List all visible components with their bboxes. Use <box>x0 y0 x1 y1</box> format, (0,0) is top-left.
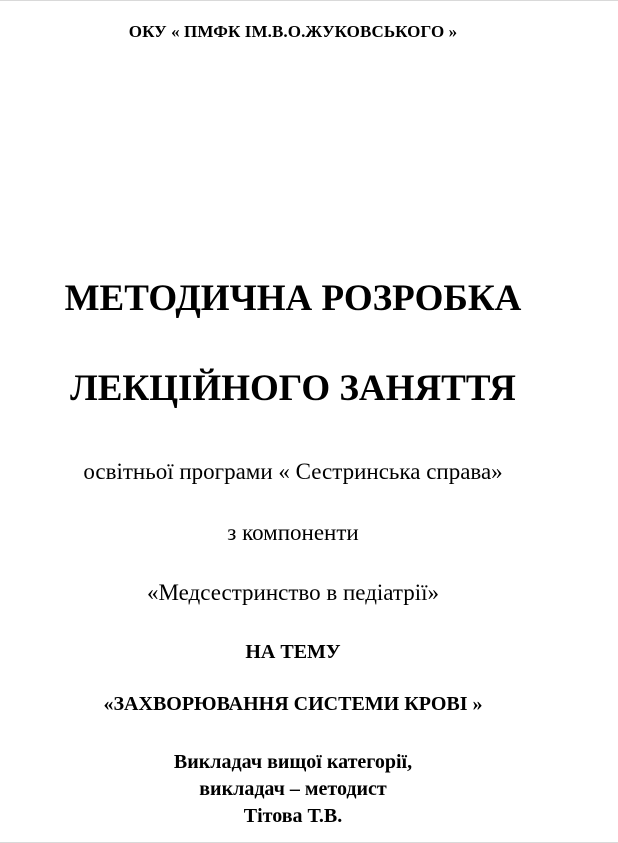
document-title-line-2: ЛЕКЦІЙНОГО ЗАНЯТТЯ <box>70 368 516 409</box>
topic-label: НА ТЕМУ <box>245 641 341 663</box>
author-position-line-1: Викладач вищої категорії, <box>173 751 413 773</box>
topic-name: «ЗАХВОРЮВАННЯ СИСТЕМИ КРОВІ » <box>103 693 483 715</box>
author-position-line-2: викладач – методист <box>199 778 387 800</box>
top-page-edge <box>0 0 618 1</box>
author-name: Тітова Т.В. <box>243 805 343 827</box>
document-title-line-1: МЕТОДИЧНА РОЗРОБКА <box>64 278 522 319</box>
program-name: освітньої програми « Сестринська справа» <box>83 459 503 484</box>
component-prefix: з компоненти <box>227 520 359 545</box>
component-name: «Медсестринство в педіатрії» <box>146 580 440 605</box>
institution-name: ОКУ « ПМФК ІМ.В.О.ЖУКОВСЬКОГО » <box>128 22 458 41</box>
